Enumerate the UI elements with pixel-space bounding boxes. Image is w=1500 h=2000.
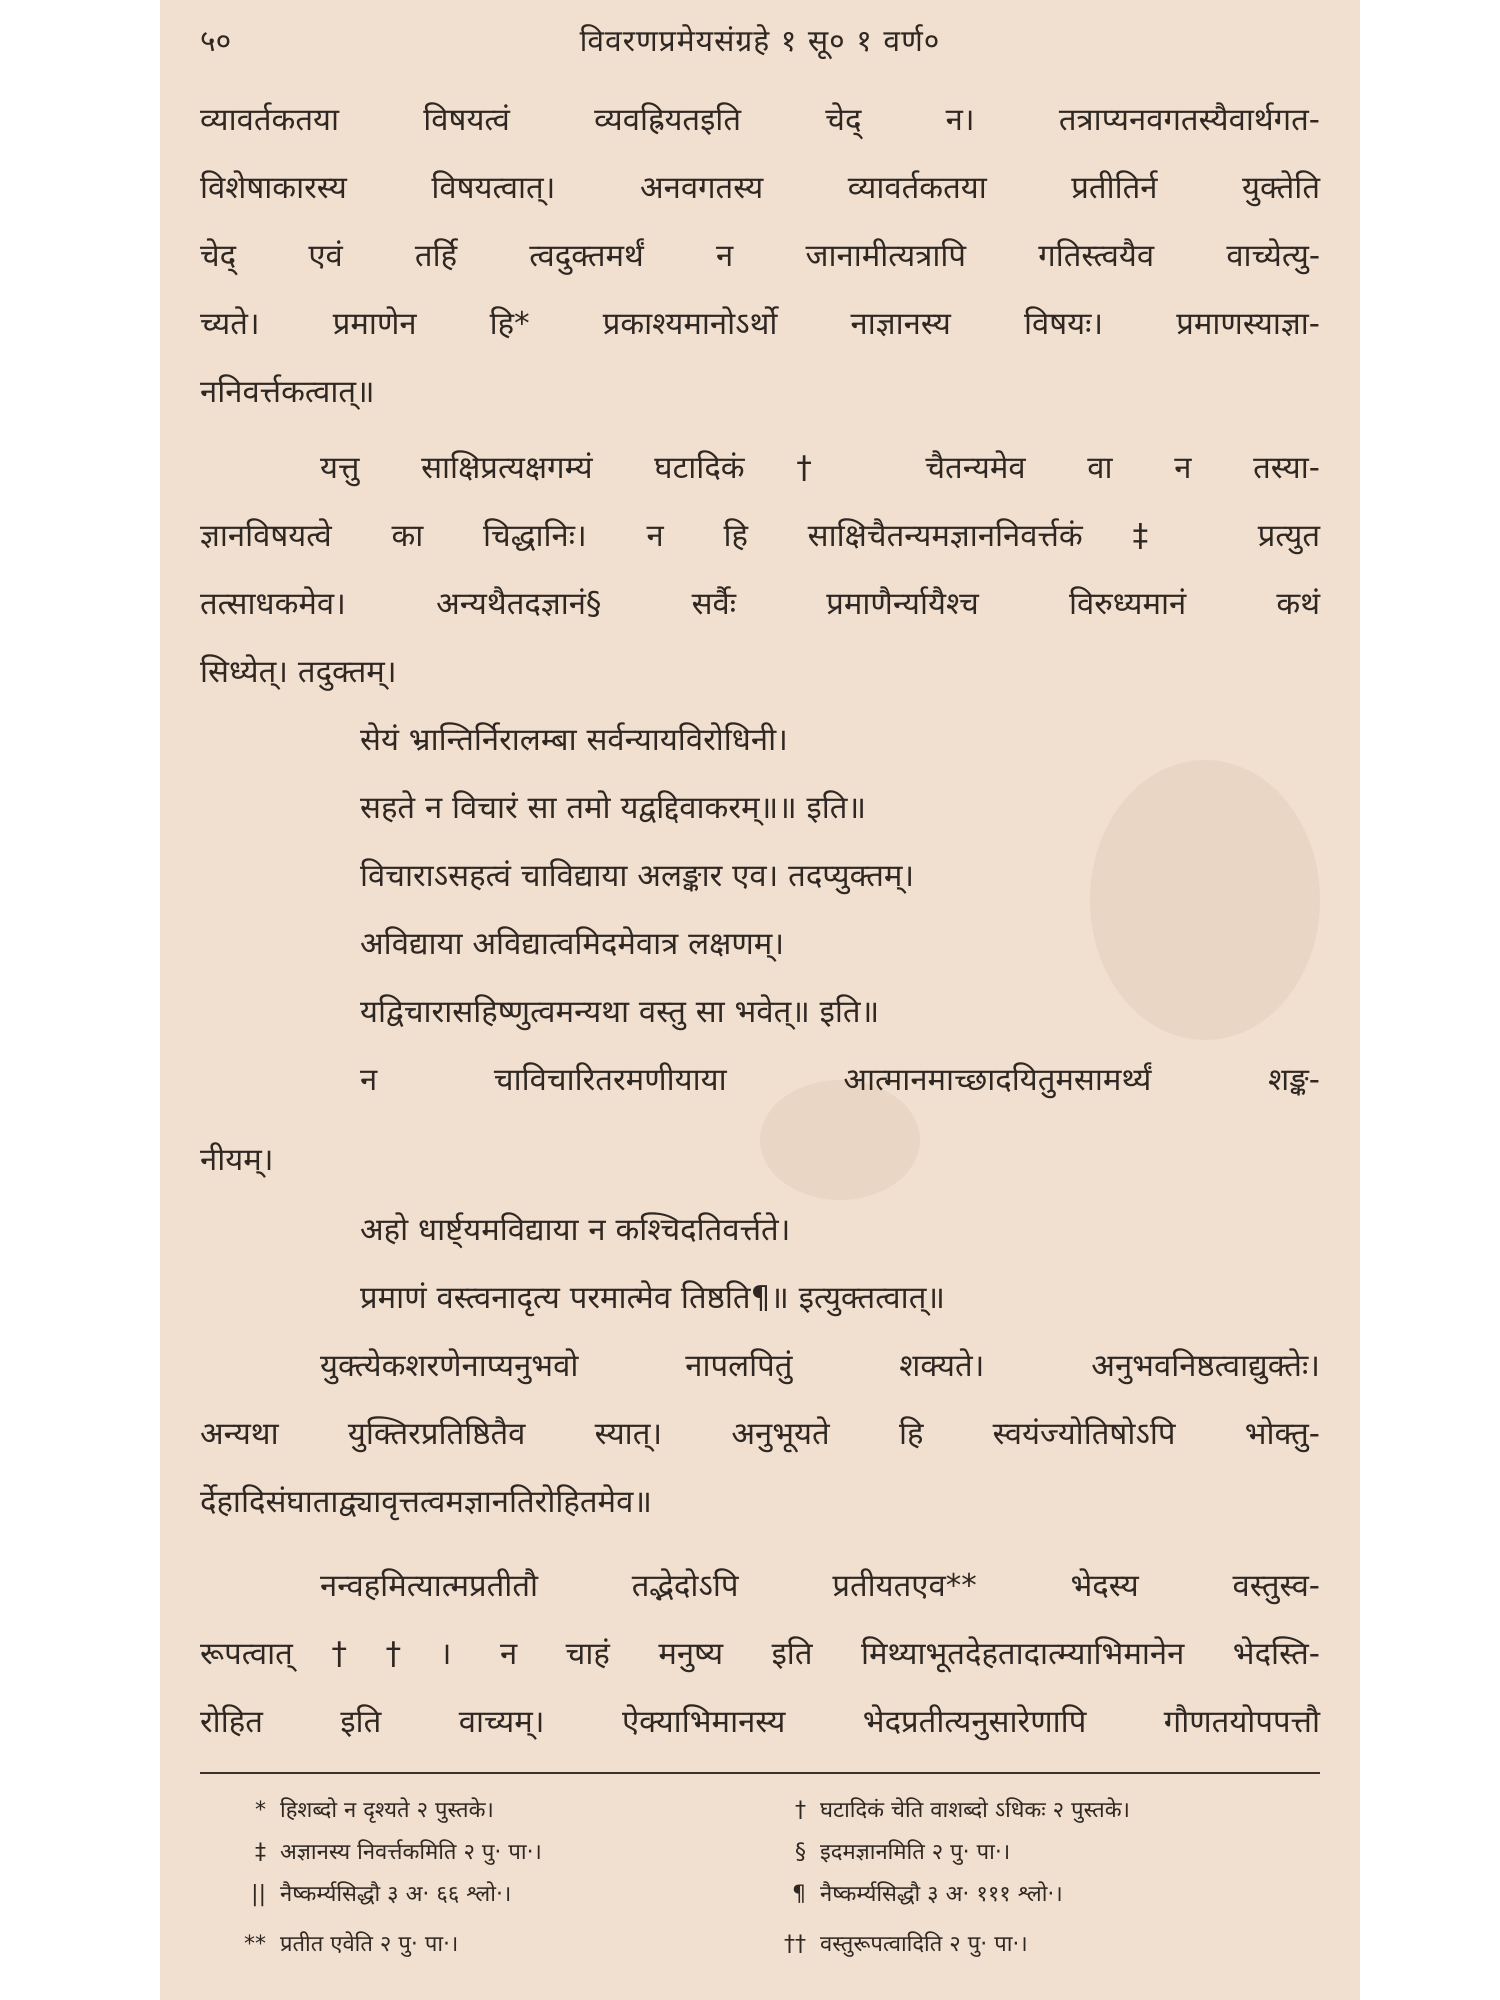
footnote-text: घटादिकं चेति वाशब्दो ऽधिकः २ पुस्तके। <box>820 1798 1130 1823</box>
footnote-mark: †† <box>784 1932 806 1957</box>
verse-line: प्रमाणं वस्त्वनादृत्य परमात्मेव तिष्ठति¶॥ इत्युक्तत्वात्॥ <box>360 1280 945 1316</box>
footnote-text: हिशब्दो न दृश्यते २ पुस्तके। <box>280 1798 494 1823</box>
book-page <box>160 0 1360 2000</box>
body-line: रोहित इति वाच्यम्। ऐक्याभिमानस्य भेदप्रतीत्यनुसारेणापि गौणतयोपपत्तौ <box>200 1704 1320 1740</box>
footnote-mark: ‡ <box>255 1840 266 1865</box>
body-line: रूपत्वात्††। न चाहं मनुष्य इति मिथ्याभूतदेहतादात्म्याभिमानेन भेदस्ति- <box>200 1636 1320 1672</box>
footnote-text: नैष्कर्म्यसिद्धौ ३ अ· १११ श्लो·। <box>820 1882 1063 1907</box>
footnote-text: अज्ञानस्य निवर्त्तकमिति २ पु· पा·। <box>280 1840 542 1865</box>
body-line: न चाविचारितरमणीयाया आत्मानमाच्छादयितुमसामर्थ्यं शङ्क- <box>360 1062 1320 1098</box>
footnote <box>760 1880 1063 1910</box>
footnote-mark: ** <box>244 1932 266 1957</box>
paper-stain <box>1090 760 1320 1040</box>
footnote-mark: † <box>795 1798 806 1823</box>
footnote-rule <box>200 1772 1320 1774</box>
footnote-text: इदमज्ञानमिति २ पु· पा·। <box>820 1840 1011 1865</box>
body-line: ननिवर्त्तकत्वात्॥ <box>200 374 375 410</box>
footnote <box>220 1880 511 1910</box>
body-line: यत्तु साक्षिप्रत्यक्षगम्यं घटादिकं† चैतन्यमेव वा न तस्या- <box>320 450 1320 486</box>
footnote <box>760 1838 1010 1868</box>
body-line: अन्यथा युक्तिरप्रतिष्ठितैव स्यात्। अनुभूयते हि स्वयंज्योतिषोऽपि भोक्तु- <box>200 1416 1320 1452</box>
body-line: र्देहादिसंघाताद्व्यावृत्तत्वमज्ञानतिरोहितमेव॥ <box>200 1484 652 1520</box>
body-line: चेद् एवं तर्हि त्वदुक्तमर्थं न जानामीत्यत्रापि गतिस्त्वयैव वाच्येत्यु- <box>200 238 1320 274</box>
body-line: नीयम्। <box>200 1142 274 1178</box>
body-line: नन्वहमित्यात्मप्रतीतौ तद्भेदोऽपि प्रतीयतएव** भेदस्य वस्तुस्व- <box>320 1568 1320 1604</box>
footnote <box>220 1838 542 1868</box>
body-line: व्यावर्तकतया विषयत्वं व्यवह्रियतइति चेद् न। तत्राप्यनवगतस्यैवार्थगत- <box>200 102 1320 138</box>
footnote <box>760 1796 1130 1826</box>
body-line: युक्त्येकशरणेनाप्यनुभवो नापलपितुं शक्यते। अनुभवनिष्ठत्वाद्युक्तेः। <box>320 1348 1320 1384</box>
verse-line: अहो धार्ष्ट्यमविद्याया न कश्चिदतिवर्त्तते। <box>360 1212 791 1248</box>
footnote-text: नैष्कर्म्यसिद्धौ ३ अ· ६६ श्लो·। <box>280 1882 512 1907</box>
footnote-mark: § <box>795 1840 806 1865</box>
verse-line: सेयं भ्रान्तिर्निरालम्बा सर्वन्यायविरोधिनी। <box>360 722 788 758</box>
footnote-mark: * <box>255 1798 266 1823</box>
body-line: सिध्येत्। तदुक्तम्। <box>200 654 397 690</box>
running-head: विवरणप्रमेयसंग्रहे १ सू० १ वर्ण० <box>579 24 941 59</box>
footnote <box>220 1930 458 1960</box>
body-line: तत्साधकमेव। अन्यथैतदज्ञानं§ सर्वैः प्रमाणैर्न्यायैश्च विरुध्यमानं कथं <box>200 586 1320 622</box>
footnote <box>220 1796 494 1826</box>
verse-line: यद्विचारासहिष्णुत्वमन्यथा वस्तु सा भवेत्॥ इति॥ <box>360 994 880 1030</box>
footnote-text: प्रतीत एवेति २ पु· पा·। <box>280 1932 459 1957</box>
scan-margin <box>0 0 160 2000</box>
verse-line: अविद्याया अविद्यात्वमिदमेवात्र लक्षणम्। <box>360 926 785 962</box>
footnote <box>760 1930 1028 1960</box>
verse-line: सहते न विचारं सा तमो यद्वद्दिवाकरम्॥॥ इति॥ <box>360 790 867 826</box>
body-line: च्यते। प्रमाणेन हि* प्रकाश्यमानोऽर्थो नाज्ञानस्य विषयः। प्रमाणस्याज्ञा- <box>200 306 1320 342</box>
body-line: विशेषाकारस्य विषयत्वात्। अनवगतस्य व्यावर्तकतया प्रतीतिर्न युक्तेति <box>200 170 1320 206</box>
body-line: विचाराऽसहत्वं चाविद्याया अलङ्कार एव। तदप्युक्तम्। <box>360 858 915 894</box>
footnote-text: वस्तुरूपत्वादिति २ पु· पा·। <box>820 1932 1028 1957</box>
footnote-mark: || <box>251 1882 266 1907</box>
page-number: ५० <box>200 24 232 59</box>
body-line: ज्ञानविषयत्वे का चिद्धानिः। न हि साक्षिचैतन्यमज्ञाननिवर्त्तकं‡ प्रत्युत <box>200 518 1320 554</box>
footnote-mark: ¶ <box>792 1882 806 1907</box>
page-header <box>200 22 1320 62</box>
